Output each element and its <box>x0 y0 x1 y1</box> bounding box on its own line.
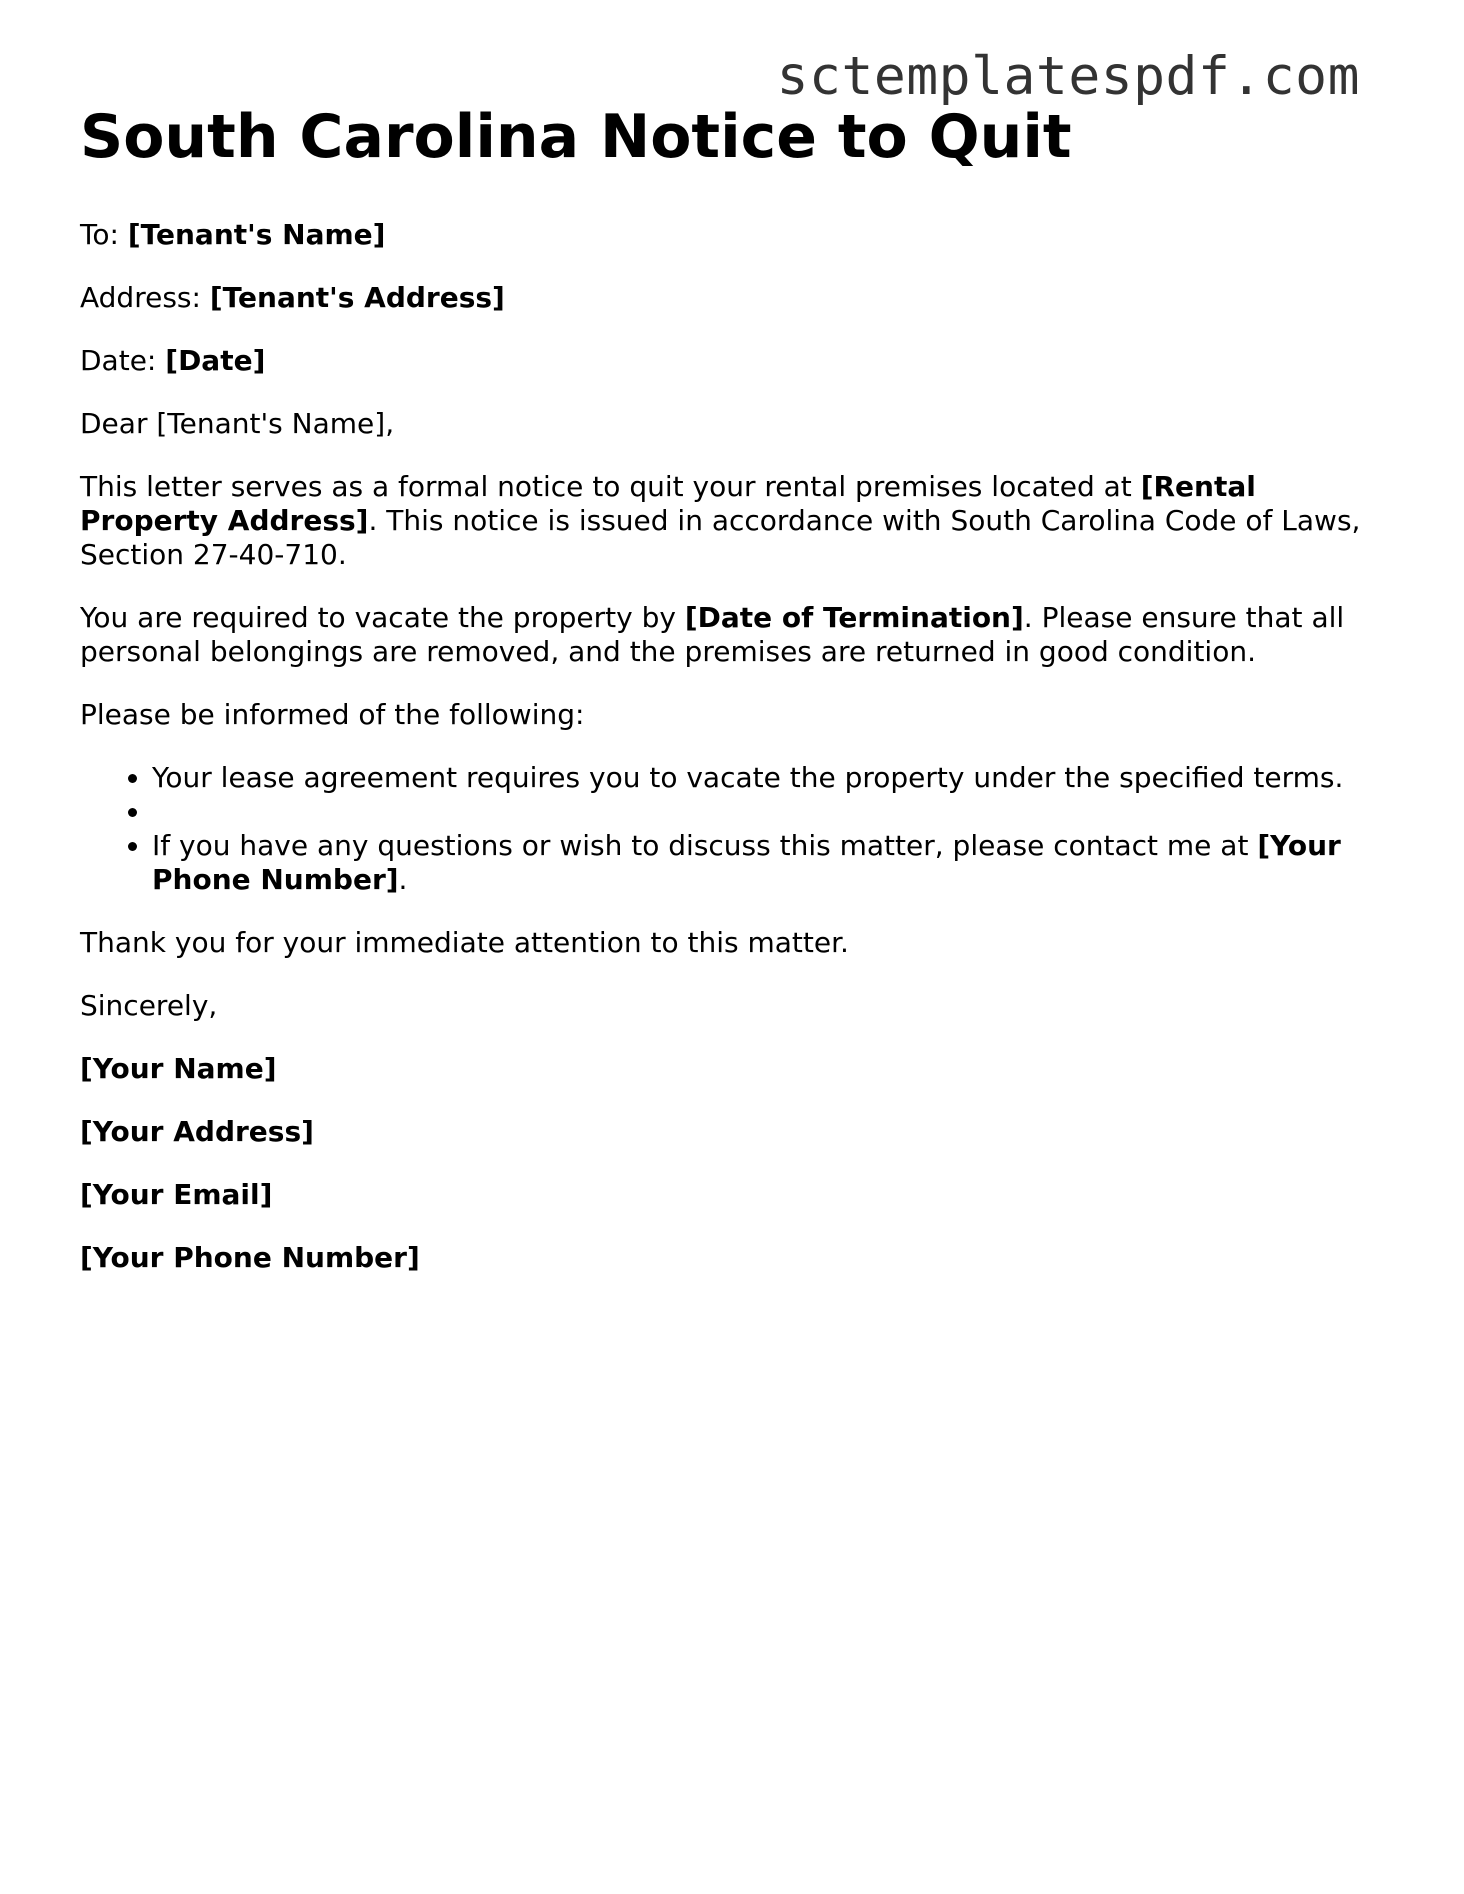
informed-line: Please be informed of the following: <box>80 698 585 731</box>
notice-text-before: This letter serves as a formal notice to quit your rental premises located at <box>80 470 1141 503</box>
rental-property-address: [Rental Property Address] <box>80 470 1256 537</box>
tenant-address: [Tenant's Address] <box>209 281 505 314</box>
address-line <box>80 281 1380 315</box>
list-item-empty <box>152 795 1380 829</box>
vacate-paragraph <box>80 601 1380 669</box>
list-item <box>152 829 1380 897</box>
contact-text-after: . <box>398 863 408 896</box>
watermark: sctemplatespdf.com <box>776 46 1360 107</box>
address-label: Address: <box>80 281 201 314</box>
date-label: Date: <box>80 344 157 377</box>
vacate-text-before: You are required to vacate the property by <box>80 601 685 634</box>
vacate-text-after: . Please ensure that all personal belongings are removed, and the premises are returned in good condition. <box>80 601 1345 668</box>
date-line <box>80 344 1380 378</box>
info-list <box>80 761 1380 897</box>
contact-phone-placeholder: [Your Phone Number] <box>152 829 1341 896</box>
to-label: To: <box>80 218 119 251</box>
date-value: [Date] <box>165 344 266 377</box>
notice-text-after: . This notice is issued in accordance with South Carolina Code of Laws, Section 27-40-710. <box>80 504 1361 571</box>
notice-paragraph <box>80 470 1380 572</box>
signature-email <box>80 1178 1380 1212</box>
contact-text-before: If you have any questions or wish to discuss this matter, please contact me at <box>152 829 1258 862</box>
your-address: [Your Address] <box>80 1115 314 1148</box>
thanks-line: Thank you for your immediate attention to this matter. <box>80 926 849 959</box>
your-name: [Your Name] <box>80 1052 277 1085</box>
closing: Sincerely, <box>80 989 218 1022</box>
tenant-name: [Tenant's Name] <box>127 218 386 251</box>
salutation: Dear [Tenant's Name], <box>80 407 395 440</box>
list-item: • Your lease agreement requires you to vacate the property under the specified terms. <box>152 761 1380 795</box>
signature-phone <box>80 1241 1380 1275</box>
to-line <box>80 218 1380 252</box>
signature-address <box>80 1115 1380 1149</box>
termination-date: [Date of Termination] <box>684 601 1024 634</box>
your-phone: [Your Phone Number] <box>80 1241 420 1274</box>
your-email: [Your Email] <box>80 1178 273 1211</box>
signature-block <box>80 1052 1380 1275</box>
signature-name <box>80 1052 1380 1086</box>
page-title: South Carolina Notice to Quit <box>80 102 1072 172</box>
letter-document <box>80 96 1380 1304</box>
